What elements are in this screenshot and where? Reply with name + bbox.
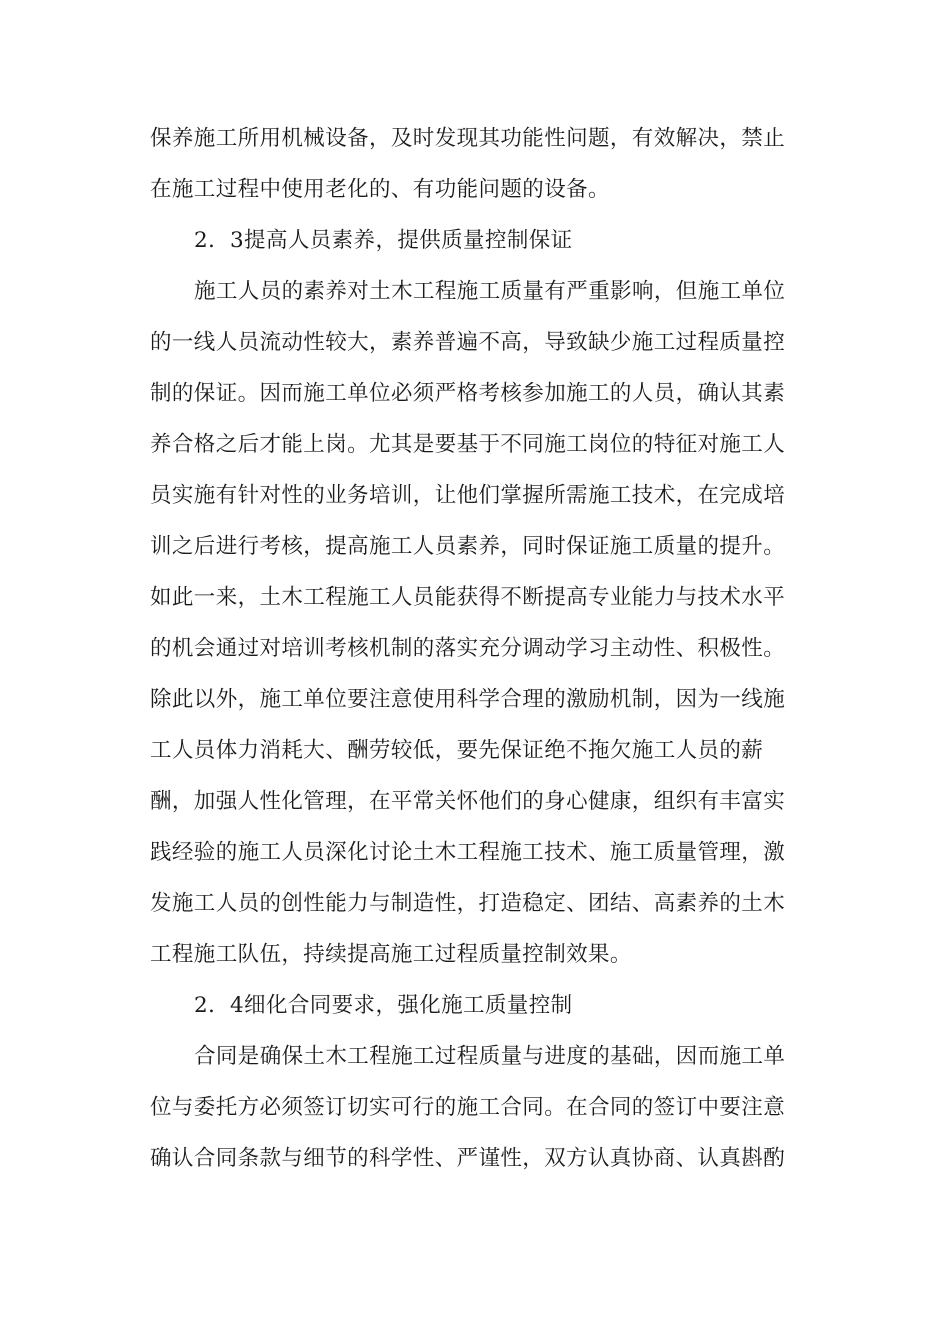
text-line: 的一线人员流动性较大，素养普遍不高，导致缺少施工过程质量控 <box>150 330 786 355</box>
text-line: 保养施工所用机械设备，及时发现其功能性问题，有效解决，禁止 <box>150 126 786 151</box>
text-line: 践经验的施工人员深化讨论土木工程施工技术、施工质量管理，激 <box>150 840 786 865</box>
paragraph-first-line: 合同是确保土木工程施工过程质量与进度的基础，因而施工单 <box>194 1044 786 1069</box>
section-heading: 2．4细化合同要求，强化施工质量控制 <box>194 993 573 1018</box>
text-line: 制的保证。因而施工单位必须严格考核参加施工的人员，确认其素 <box>150 381 786 406</box>
text-line: 员实施有针对性的业务培训，让他们掌握所需施工技术，在完成培 <box>150 483 786 508</box>
text-line: 位与委托方必须签订切实可行的施工合同。在合同的签订中要注意 <box>150 1095 786 1120</box>
text-line: 除此以外，施工单位要注意使用科学合理的激励机制，因为一线施 <box>150 687 786 712</box>
text-line: 在施工过程中使用老化的、有功能问题的设备。 <box>150 177 610 202</box>
text-line: 训之后进行考核，提高施工人员素养，同时保证施工质量的提升。 <box>150 534 786 559</box>
text-line: 如此一来，土木工程施工人员能获得不断提高专业能力与技术水平 <box>150 585 786 610</box>
text-line: 工程施工队伍，持续提高施工过程质量控制效果。 <box>150 942 632 967</box>
text-line: 酬，加强人性化管理，在平常关怀他们的身心健康，组织有丰富实 <box>150 789 786 814</box>
text-line: 养合格之后才能上岗。尤其是要基于不同施工岗位的特征对施工人 <box>150 432 786 457</box>
text-line: 的机会通过对培训考核机制的落实充分调动学习主动性、积极性。 <box>150 636 786 661</box>
paragraph-first-line: 施工人员的素养对土木工程施工质量有严重影响，但施工单位 <box>194 279 786 304</box>
text-line: 工人员体力消耗大、酬劳较低，要先保证绝不拖欠施工人员的薪 <box>150 738 764 763</box>
text-line: 发施工人员的创性能力与制造性，打造稳定、团结、高素养的土木 <box>150 891 786 916</box>
section-heading: 2．3提高人员素养，提供质量控制保证 <box>194 228 573 253</box>
text-line: 确认合同条款与细节的科学性、严谨性，双方认真协商、认真斟酌 <box>150 1146 786 1171</box>
